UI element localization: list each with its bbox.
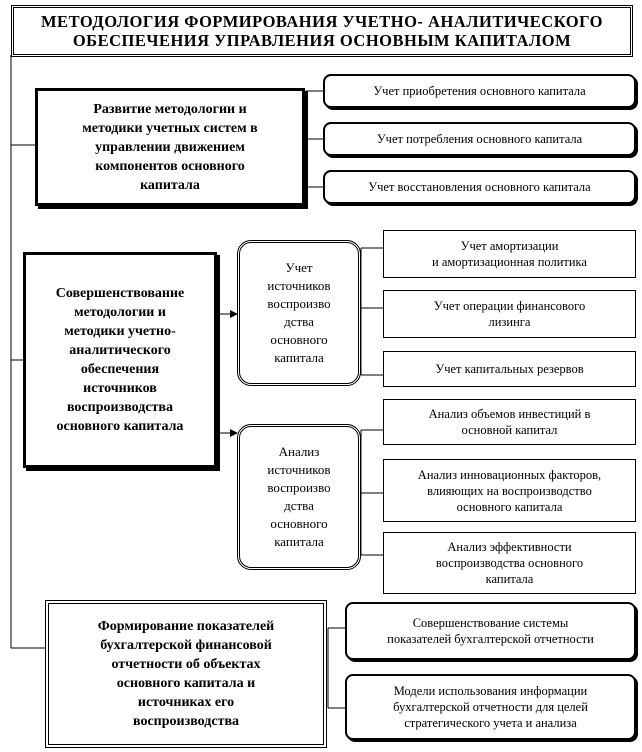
block2-sub1-item-depreciation: Учет амортизации и амортизационная политика [383,230,636,278]
block1-item-restoration: Учет восстановления основного капитала [323,170,636,204]
block1-item-acquisition: Учет приобретения основного капитала [323,74,636,108]
block2-sub2-item-efficiency: Анализ эффективности воспроизводства основного капитала [383,532,636,594]
block3-main-box: Формирование показателей бухгалтерской финансовой отчетности об объектах основного капитала и источниках его воспроизводства [45,600,327,748]
block2-sub2-item-investment-volume: Анализ объемов инвестиций в основной капитал [383,399,636,445]
block2-sub2-item-innovation-factors: Анализ инновационных факторов, влияющих на воспроизводство основного капитала [383,459,636,522]
block2-sub1-item-reserves: Учет капитальных резервов [383,351,636,387]
block2-sub1-accounting-sources: Учет источников воспроизво дства основного капитала [237,240,361,386]
block3-item-reporting-indicators: Совершенствование системы показателей бухгалтерской отчетности [345,602,636,660]
diagram-title: МЕТОДОЛОГИЯ ФОРМИРОВАНИЯ УЧЕТНО- АНАЛИТИЧЕСКОГО ОБЕСПЕЧЕНИЯ УПРАВЛЕНИЯ ОСНОВНЫМ КАПИТАЛОМ [11,5,633,57]
block1-main-box: Развитие методологии и методики учетных систем в управлении движением компонентов основного капитала [35,88,305,206]
block3-item-information-models: Модели использования информации бухгалтерской отчетности для целей стратегического учета и анализа [345,674,636,740]
block2-sub2-analysis-sources: Анализ источников воспроизво дства основного капитала [237,424,361,570]
block1-item-consumption: Учет потребления основного капитала [323,122,636,156]
block2-sub1-item-leasing: Учет операции финансового лизинга [383,290,636,338]
block2-main-box: Совершенствование методологии и методики учетно- аналитического обеспечения источников воспроизводства основного капитала [23,252,217,468]
